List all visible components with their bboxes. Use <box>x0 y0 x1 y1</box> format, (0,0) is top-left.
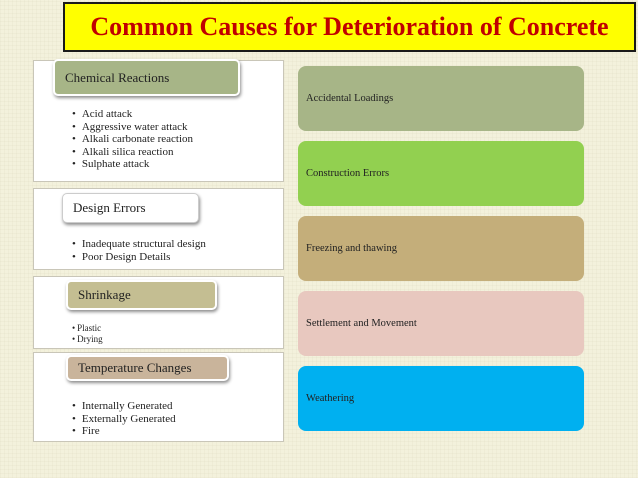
cause-box-construction-errors <box>298 141 584 206</box>
list-item: • Alkali carbonate reaction <box>72 133 193 146</box>
list-item: • Plastic <box>72 323 103 334</box>
tab-design-errors <box>62 193 199 223</box>
list-item: • Inadequate structural design <box>72 238 206 251</box>
cause-box-freezing-thawing <box>298 216 584 281</box>
cause-box-weathering <box>298 366 584 431</box>
design-errors-list <box>72 238 206 263</box>
tab-label: Temperature Changes <box>78 360 192 375</box>
list-item: • Poor Design Details <box>72 251 206 264</box>
tab-label: Chemical Reactions <box>65 69 170 85</box>
list-item: • Aggressive water attack <box>72 121 193 134</box>
list-item: • Fire <box>72 425 176 438</box>
cause-box-settlement-movement <box>298 291 584 356</box>
list-item: • Internally Generated <box>72 400 176 413</box>
tab-label: Design Errors <box>73 200 146 215</box>
list-item: • Alkali silica reaction <box>72 146 193 159</box>
tab-chemical-reactions <box>53 59 240 96</box>
cause-label: Weathering <box>306 393 355 404</box>
chemical-reactions-list <box>72 108 193 171</box>
title-banner <box>63 2 636 52</box>
temperature-changes-list <box>72 400 176 438</box>
tab-shrinkage <box>66 280 217 310</box>
list-item: • Sulphate attack <box>72 158 193 171</box>
list-item: • Drying <box>72 334 103 345</box>
tab-temperature-changes <box>66 355 229 381</box>
cause-label: Accidental Loadings <box>306 93 394 104</box>
tab-label: Shrinkage <box>78 287 131 302</box>
cause-label: Freezing and thawing <box>306 243 397 254</box>
cause-label: Settlement and Movement <box>306 318 417 329</box>
shrinkage-list <box>72 323 103 345</box>
cause-box-accidental-loadings <box>298 66 584 131</box>
page-title: Common Causes for Deterioration of Concrete <box>90 12 609 41</box>
list-item: • Acid attack <box>72 108 193 121</box>
cause-label: Construction Errors <box>306 168 390 179</box>
list-item: • Externally Generated <box>72 413 176 426</box>
